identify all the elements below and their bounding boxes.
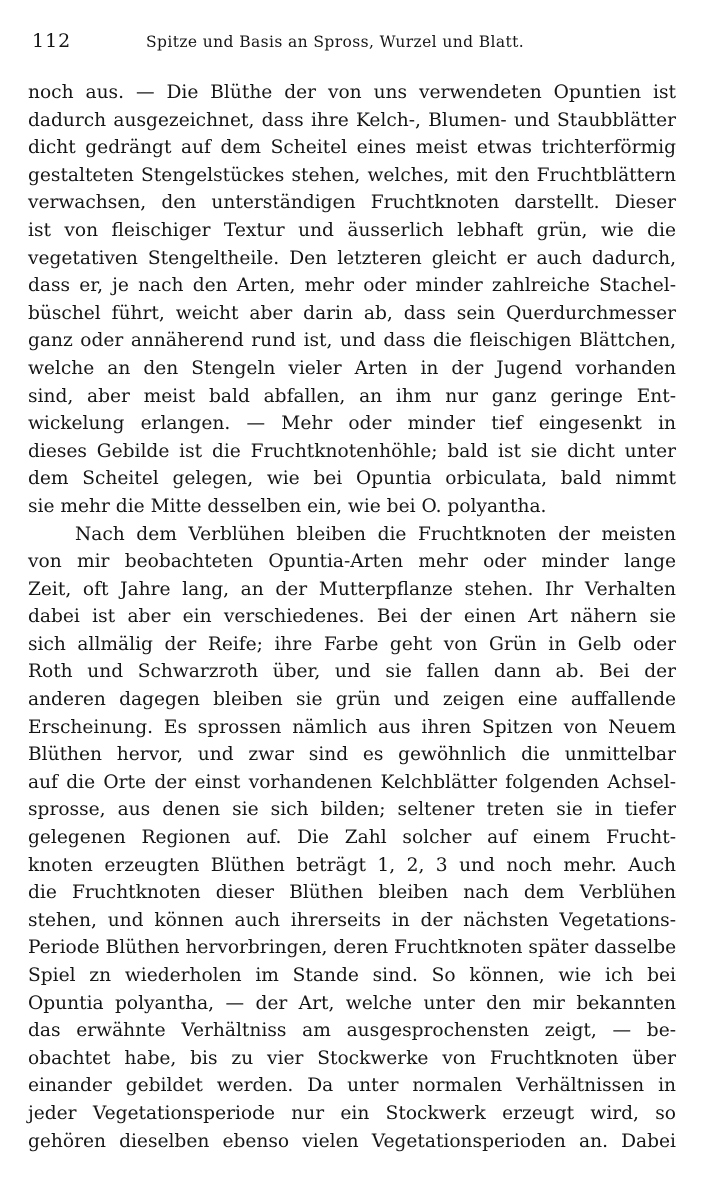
- text-line: dem Scheitel gelegen, wie bei Opuntia orbiculata, bald nimmt: [28, 468, 676, 490]
- text-line: stehen, und können auch ihrerseits in der nächsten Vegetations-: [28, 909, 676, 931]
- text-line: wickelung erlangen. — Mehr oder minder tief eingesenkt in: [28, 413, 676, 435]
- text-line: verwachsen, den unterständigen Fruchtknoten darstellt. Dieser: [28, 192, 676, 214]
- text-line: das erwähnte Verhältniss am ausgesprochensten zeigt, — be-: [28, 1020, 676, 1042]
- text-line: welche an den Stengeln vieler Arten in der Jugend vorhanden: [28, 357, 676, 379]
- text-line: Opuntia polyantha, — der Art, welche unter den mir bekannten: [28, 992, 676, 1014]
- text-line: ganz oder annäherend rund ist, und dass die fleischigen Blättchen,: [28, 330, 676, 352]
- text-line: Blüthen hervor, und zwar sind es gewöhnlich die unmittelbar: [28, 744, 676, 766]
- text-line: vegetativen Stengeltheile. Den letzteren gleicht er auch dadurch,: [28, 247, 676, 269]
- paragraph-first-line: Nach dem Verblühen bleiben die Fruchtknoten der meisten: [75, 523, 676, 545]
- text-line: gehören dieselben ebenso vielen Vegetationsperioden an. Dabei: [28, 1130, 676, 1152]
- text-line: gestalteten Stengelstückes stehen, welches, mit den Fruchtblättern: [28, 164, 676, 186]
- paragraph-end-line: sie mehr die Mitte desselben ein, wie bei O. polyantha.: [28, 495, 547, 517]
- text-line: knoten erzeugten Blüthen beträgt 1, 2, 3 und noch mehr. Auch: [28, 854, 676, 876]
- body-text: [28, 79, 676, 1155]
- text-line: auf die Orte der einst vorhandenen Kelchblätter folgenden Achsel-: [28, 771, 676, 793]
- text-line: Roth und Schwarzroth über, und sie fallen dann ab. Bei der: [28, 661, 676, 683]
- text-line: ist von fleischiger Textur und äusserlich lebhaft grün, wie die: [28, 219, 676, 241]
- text-line: sprosse, aus denen sie sich bilden; seltener treten sie in tiefer: [28, 799, 676, 821]
- text-line: dieses Gebilde ist die Fruchtknotenhöhle; bald ist sie dicht unter: [28, 440, 676, 462]
- text-line: obachtet habe, bis zu vier Stockwerke von Fruchtknoten über: [28, 1047, 676, 1069]
- text-line: die Fruchtknoten dieser Blüthen bleiben nach dem Verblühen: [28, 882, 676, 904]
- page-number: 112: [32, 30, 72, 52]
- text-line: Periode Blüthen hervorbringen, deren Fruchtknoten später dasselbe: [28, 937, 677, 959]
- text-line: büschel führt, weicht aber darin ab, dass sein Querdurchmesser: [28, 302, 676, 324]
- text-line: Zeit, oft Jahre lang, an der Mutterpflanze stehen. Ihr Verhalten: [28, 578, 676, 600]
- text-line: jeder Vegetationsperiode nur ein Stockwerk erzeugt wird, so: [28, 1102, 676, 1124]
- text-line: dadurch ausgezeichnet, dass ihre Kelch-, Blumen- und Staubblätter: [28, 109, 676, 131]
- text-line: einander gebildet werden. Da unter normalen Verhältnissen in: [28, 1075, 676, 1097]
- text-line: Erscheinung. Es sprossen nämlich aus ihren Spitzen von Neuem: [28, 716, 676, 738]
- text-line: Spiel zn wiederholen im Stande sind. So können, wie ich bei: [28, 965, 676, 986]
- page-header: [32, 30, 672, 60]
- text-line: sich allmälig der Reife; ihre Farbe geht von Grün in Gelb oder: [28, 633, 676, 655]
- text-line: noch aus. — Die Blüthe der von uns verwendeten Opuntien ist: [28, 82, 676, 103]
- text-line: von mir beobachteten Opuntia-Arten mehr oder minder lange: [28, 551, 676, 573]
- text-line: dicht gedrängt auf dem Scheitel eines meist etwas trichterförmig: [28, 137, 676, 159]
- text-line: dass er, je nach den Arten, mehr oder minder zahlreiche Stachel-: [28, 275, 676, 297]
- text-line: anderen dagegen bleiben sie grün und zeigen eine auffallende: [28, 689, 676, 711]
- text-line: dabei ist aber ein verschiedenes. Bei der einen Art nähern sie: [28, 606, 676, 628]
- text-line: gelegenen Regionen auf. Die Zahl solcher auf einem Frucht-: [28, 827, 676, 849]
- text-line: sind, aber meist bald abfallen, an ihm nur ganz geringe Ent-: [28, 385, 676, 407]
- running-head: Spitze und Basis an Spross, Wurzel und Blatt.: [146, 33, 525, 51]
